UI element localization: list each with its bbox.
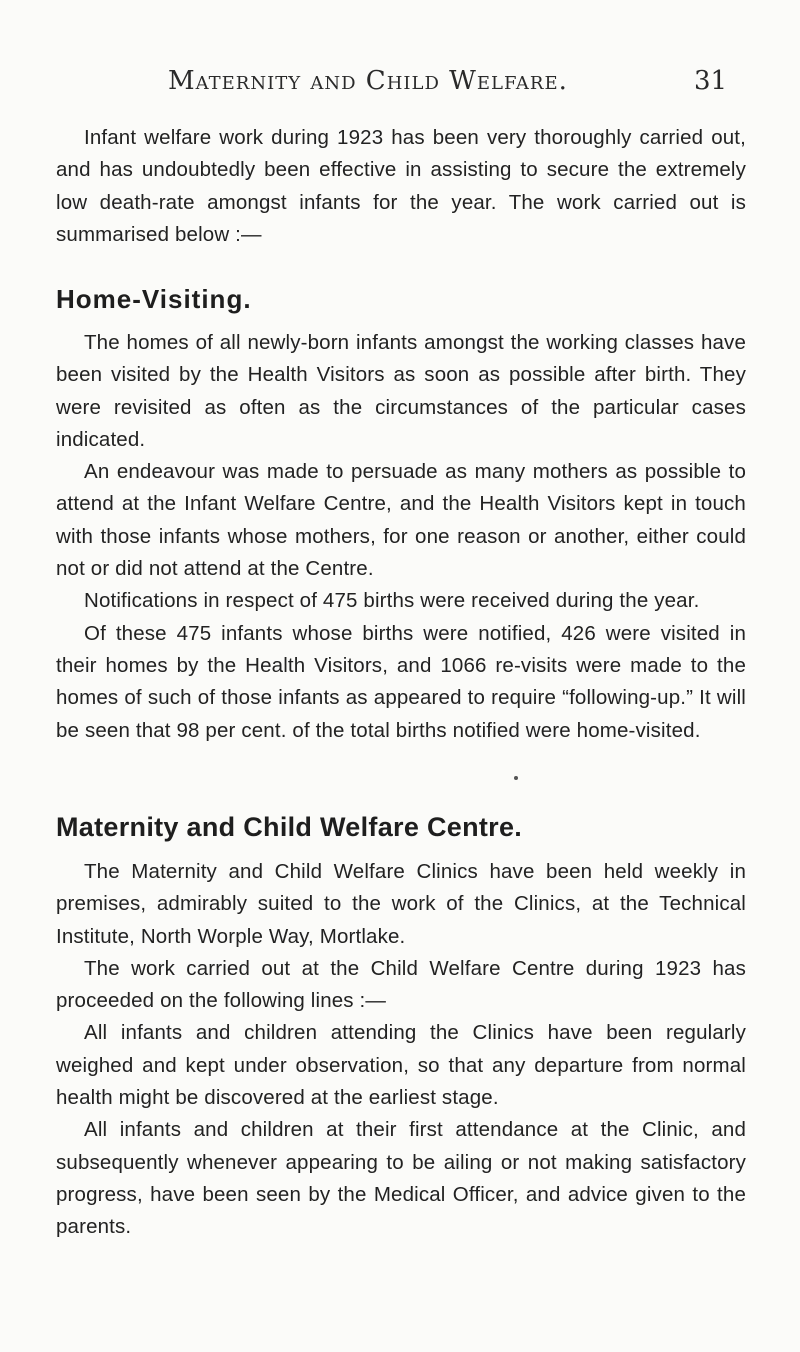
page-number: 31 [694, 66, 728, 96]
home-visiting-paragraph: An endeavour was made to persuade as many mothers as possible to attend at the Infant Welfare Centre, and the Health Visitors kept in touch with those infants whose mothers, for one reason or another, either could not or did not attend at the Centre. [56, 460, 746, 581]
welfare-centre-heading: Maternity and Child Welfare Centre. [56, 812, 523, 842]
print-speck [514, 776, 518, 780]
welfare-centre-paragraph: The Maternity and Child Welfare Clinics have been held weekly in premises, admirably suited to the work of the Clinics, at the Technical Institute, North Worple Way, Mortlake. [56, 860, 746, 948]
home-visiting-paragraph: The homes of all newly-born infants amongst the working classes have been visited by the Health Visitors as soon as possible after birth. They were revisited as often as the circumstances of the particular cases indicated. [56, 331, 746, 451]
home-visiting-paragraph: Notifications in respect of 475 births were received during the year. [84, 589, 700, 613]
home-visiting-section [56, 327, 746, 747]
home-visiting-paragraph: Of these 475 infants whose births were notified, 426 were visited in their homes by the Health Visitors, and 1066 re-visits were made to the homes of such of those infants as appeared to require “following-up.” It will be seen that 98 per cent. of the total births notified were home-visited. [56, 621, 746, 742]
welfare-centre-paragraph: The work carried out at the Child Welfare Centre during 1923 has proceeded on the following lines :— [56, 956, 746, 1013]
welfare-centre-section [56, 856, 746, 1244]
intro-paragraph: Infant welfare work during 1923 has been very thoroughly carried out, and has undoubtedly been effective in assisting to secure the extremely low death-rate amongst infants for the year. The work carried out is summarised below :— [56, 126, 746, 246]
intro-section [56, 122, 746, 251]
welfare-centre-paragraph: All infants and children attending the Clinics have been regularly weighed and kept under observation, so that any departure from normal health might be discovered at the earliest stage. [56, 1021, 746, 1110]
home-visiting-heading: Home-Visiting. [56, 284, 252, 314]
welfare-centre-paragraph: All infants and children at their first attendance at the Clinic, and subsequently whenever appearing to be ailing or not making satisfactory progress, have been seen by the Medical Officer, and advice given to the parents. [56, 1118, 746, 1239]
running-title: Maternity and Child Welfare. [168, 66, 568, 96]
running-header [0, 66, 800, 106]
